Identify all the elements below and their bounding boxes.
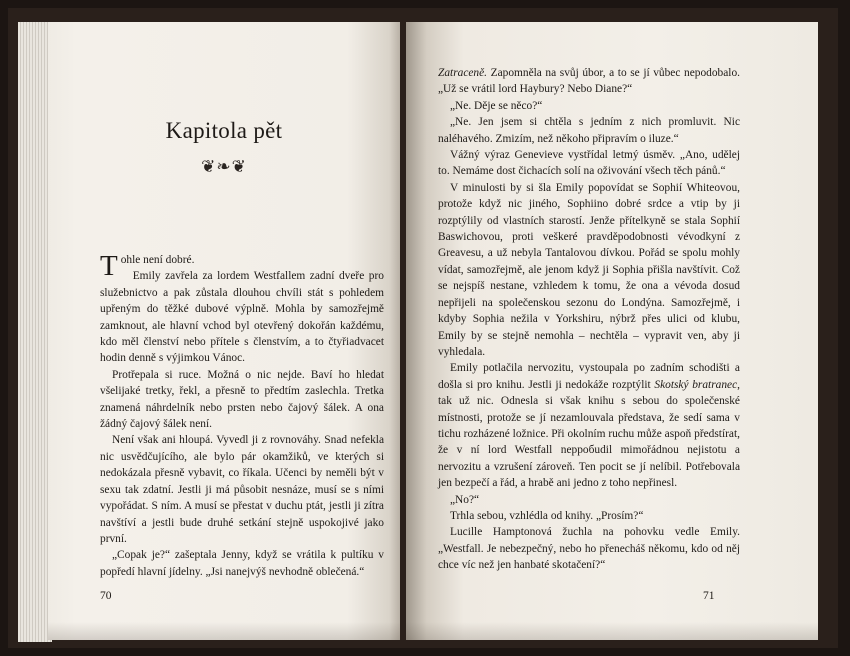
page-number-left: 70 [100, 590, 112, 602]
page-shadow [406, 622, 818, 640]
paragraph: „No?“ [450, 493, 480, 506]
paragraph: Emily zavřela za lordem Westfallem zadní dveře pro služebnictvo a pak zůstala dlouhou chvíli stát s pohledem upřeným do těžké dubové výplně. Mohla by samozřejmě zamknout, ale hlavní vchod byl otevřený dokořán každému, kdo měl členství nebo přítele s členstvím, a to čtyřiadvacet hodin denně s výjimkou Vánoc. [100, 270, 384, 365]
paragraph: Není však ani hloupá. Vyvedl ji z rovnováhy. Snad nefekla nic usvědčujícího, ale bylo pár okamžiků, ve kterých si nedokázala přesně vybavit, co říkala. Učenci by neměli být v sexu tak zdatní. Jestli ji má působit nesnáze, musí se s ními vypořádat. S ním. A musí se přestat v duchu ptát, jestli ji zítra navštíví a jestli bude druhé setkání stejně uspokojivé jako první. [100, 434, 384, 545]
paragraph: Zatraceně. Zapomněla na svůj úbor, a to se jí vůbec nepodobalo. „Už se vrátil lord Haybury? Nebo Diane?“ [438, 67, 740, 96]
ornament-icon: ❦❧❦ [201, 157, 247, 176]
paragraph: Vážný výraz Genevieve vystřídal letmý úsměv. „Ano, udělej to. Nemáme dost čichacích solí na oživování všech těch pánů.“ [438, 149, 740, 178]
paragraph: Trhla sebou, vzhlédla od knihy. „Prosím?“ [450, 509, 644, 522]
page-number-right: 71 [703, 590, 715, 602]
paragraph: „Copak je?“ zašeptala Jenny, když se vrátila k pultíku v popředí hlavní jídelny. „Jsi nanejvýš nevhodně oblečená.“ [100, 549, 384, 578]
paragraph: Lucille Hamptonová žuchla na pohovku vedle Emily. „Westfall. Je nebezpečný, nebo ho přenecháš někomu, kdo od něj chce víc než jen hanbaté skotačení?“ [438, 526, 740, 572]
drop-cap: T [100, 250, 118, 282]
paragraph: Protřepala si ruce. Možná o nic nejde. Baví ho hledat všelijaké tretky, řekl, a přesně to předtím zaslechla. Tretka znamená náhrdelník nebo prsten nebo čajový šálek. A ona žádný čajový šálek není. [100, 368, 384, 431]
left-page [48, 22, 400, 640]
right-page [406, 22, 818, 640]
right-text-block [438, 65, 740, 574]
paragraph: Emily potlačila nervozitu, vystoupala po zadním schodišti a došla si pro knihu. Jestli ji nedokáže rozptýlit Skotský bratranec, tak už nic. Odnesla si však knihu s sebou do společenské místnosti, protože se jí nezamlouvala představa, že sedí sama v tichu rozházené ložnice. Při okolním ruchu může aspoň předstírat, že v ní lord Westfall nepробudil mimořádnou nejistotu a nervozitu a vzrušení zároveň. Ten pocit se jí nelíbil. Potřebovala jen bezpečí a řád, a hrabě ani jedno z toho nepřinesl. [438, 362, 740, 490]
chapter-title: Kapitola pět [165, 118, 283, 143]
page-edges [18, 22, 52, 642]
left-text-block [100, 252, 384, 580]
paragraph: Tohle není dobré. [100, 250, 195, 282]
page-shadow [48, 622, 400, 640]
paragraph: „Ne. Jen jsem si chtěla s jedním z nich promluvit. Nic naléhavého. Zmizím, než někoho připravím o iluze.“ [438, 116, 740, 145]
paragraph: V minulosti by si šla Emily popovídat se Sophií Whiteovou, protože když nic jiného, Sophiino dobré srdce a vtip by ji rozptýlily od vlastních starostí. Jenže přítelkyně se stala Sophií Baswichovou, proti veškeré pravděpodobnosti vévodkyní z Greavesu, a už nebyla Tantalovou dívkou. Pořád se spolu mohly vídat, samozřejmě, ale jenom když ji Sophia přišla navštívit. Což se nejspíš nestane, vzhledem k tomu, že ona a vévoda dosud nepřijeli na společenskou sezonu do Londýna. Samozřejmě, i kdyby Sophia nežila v Yorkshiru, nýbrž přes ulici od klubu, Emily by se stejně nemohla – nechtěla – vypravit ven, aby ji vyhledala. [438, 181, 740, 358]
paragraph: „Ne. Děje se něco?“ [450, 99, 543, 112]
open-book [8, 8, 838, 648]
